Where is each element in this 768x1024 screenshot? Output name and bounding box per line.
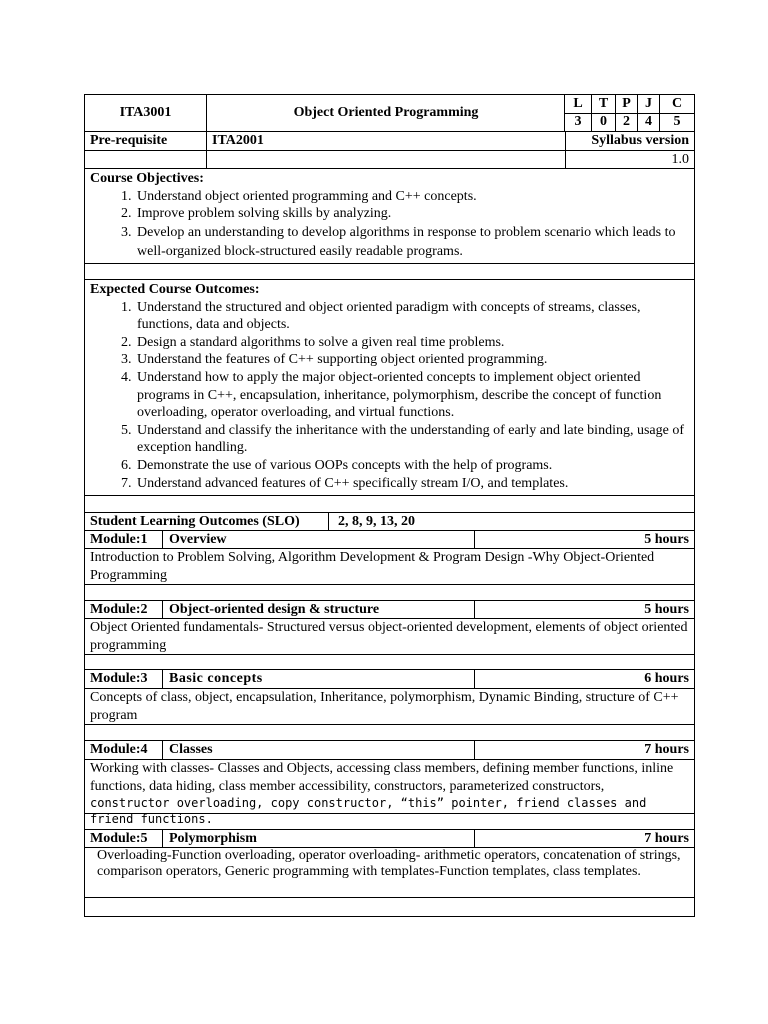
module-title: Classes	[162, 741, 474, 759]
ltpjc-labels	[565, 95, 694, 114]
module-desc-row	[85, 619, 694, 655]
outcome-item: 7. Understand advanced features of C++ specifically stream I/O, and templates.	[135, 475, 694, 493]
module-number: Module:4	[90, 742, 148, 757]
module-description: Working with classes- Classes and Objects, accessing class members, defining member functions, inline functions, data hiding, class member accessibility, constructors, parameterized constructors,	[90, 761, 674, 794]
spacer-row	[85, 814, 694, 830]
module-desc-row	[85, 549, 694, 585]
ltpjc-label: L	[573, 96, 583, 111]
ltpjc-value: 5	[659, 113, 694, 131]
objectives-section	[85, 169, 694, 264]
outcome-item: 2. Design a standard algorithms to solve a given real time problems.	[135, 334, 694, 352]
objective-item: 2. Improve problem solving skills by analyzing.	[135, 205, 694, 223]
outcomes-heading: Expected Course Outcomes:	[90, 282, 260, 297]
slo-row	[85, 513, 694, 531]
ltpjc-grid	[564, 95, 694, 131]
module-description: Introduction to Problem Solving, Algorithm Development & Program Design -Why Object-Oriented Programming	[90, 550, 655, 583]
outcomes-list	[85, 299, 694, 493]
ltpjc-value: 2	[615, 113, 637, 131]
ltpjc-value: 0	[591, 113, 615, 131]
module-hours: 7 hours	[474, 830, 694, 847]
ltpjc-label: T	[591, 95, 615, 113]
module-title: Object-oriented design & structure	[162, 601, 474, 618]
module-title: Overview	[162, 531, 474, 548]
module-number: Module:1	[90, 532, 148, 547]
spacer-row	[85, 898, 694, 917]
outcome-item: 4. Understand how to apply the major object-oriented concepts to implement object oriented programs in C++, encapsulation, inheritance, polymorphism, describe the concept of function overloading, operator overloading, and virtual functions.	[135, 369, 694, 422]
module-title: Basic concepts	[162, 670, 474, 688]
ltpjc-value: 4	[637, 113, 659, 131]
slo-label: Student Learning Outcomes (SLO)	[90, 514, 300, 529]
spacer-row	[85, 264, 694, 280]
module-desc-row	[85, 689, 694, 725]
objective-item: 3. Develop an understanding to develop algorithms in response to problem scenario which leads to well-organized block-structured easily readable programs.	[135, 223, 694, 262]
spacer-row	[85, 655, 694, 670]
module-title: Polymorphism	[162, 830, 474, 847]
module-number: Module:2	[90, 602, 148, 617]
module-header-row	[85, 531, 694, 549]
module-description: Object Oriented fundamentals- Structured versus object-oriented development, elements of object oriented programming	[90, 620, 688, 653]
slo-value: 2, 8, 9, 13, 20	[328, 513, 474, 530]
objectives-list	[85, 188, 694, 262]
outcome-item: 3. Understand the features of C++ supporting object oriented programming.	[135, 351, 694, 369]
module-hours: 6 hours	[474, 670, 694, 688]
module-description: Overloading-Function overloading, operator overloading- arithmetic operators, concatenation of strings, comparison operators, Generic programming with templates-Function templates, class templates.	[97, 848, 681, 879]
course-title: Object Oriented Programming	[206, 95, 565, 131]
module-number: Module:3	[90, 671, 148, 686]
outcome-item: 5. Understand and classify the inheritance with the understanding of early and late binding, usage of exception handling.	[135, 422, 694, 457]
spacer-row	[85, 585, 694, 601]
prereq-row	[85, 132, 694, 151]
syllabus-table	[84, 94, 695, 917]
ltpjc-values	[565, 113, 694, 131]
module-header-row	[85, 601, 694, 619]
module-header-row	[85, 830, 694, 848]
course-code: ITA3001	[119, 105, 172, 120]
ltpjc-label: J	[637, 95, 659, 113]
module-number: Module:5	[90, 831, 148, 846]
module-description: Concepts of class, object, encapsulation, Inheritance, polymorphism, Dynamic Binding, structure of C++ program	[90, 690, 679, 723]
module-desc-row	[85, 760, 694, 827]
module-hours: 5 hours	[474, 601, 694, 618]
module-hours: 5 hours	[474, 531, 694, 548]
syllabus-version-row	[85, 151, 694, 169]
module-hours: 7 hours	[474, 741, 694, 759]
spacer-row	[85, 725, 694, 741]
objectives-heading: Course Objectives:	[90, 171, 204, 186]
spacer-row	[85, 496, 694, 513]
syllabus-version-value: 1.0	[565, 151, 694, 168]
prereq-label: Pre-requisite	[90, 133, 168, 148]
module-header-row	[85, 670, 694, 689]
module-desc-row	[85, 848, 694, 898]
ltpjc-value: 3	[574, 114, 582, 129]
course-header-row	[85, 95, 694, 132]
outcome-item: 1. Understand the structured and object oriented paradigm with concepts of streams, classes, functions, data and objects.	[135, 299, 694, 334]
module-header-row	[85, 741, 694, 760]
outcomes-section	[85, 280, 694, 496]
module-description-continued: constructor overloading, copy constructor, “this” pointer, friend classes and friend functions.	[90, 796, 647, 827]
prereq-value: ITA2001	[206, 132, 565, 150]
ltpjc-label: P	[615, 95, 637, 113]
syllabus-version-label: Syllabus version	[565, 132, 694, 150]
outcome-item: 6. Demonstrate the use of various OOPs concepts with the help of programs.	[135, 457, 694, 475]
ltpjc-label: C	[659, 95, 694, 113]
objective-item: 1. Understand object oriented programming and C++ concepts.	[135, 188, 694, 206]
